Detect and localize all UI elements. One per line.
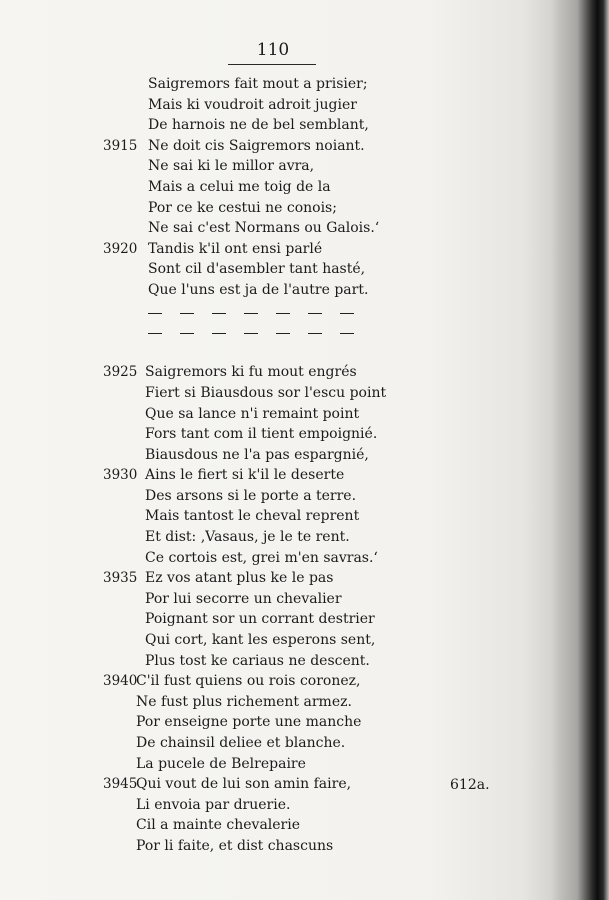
verse-line	[0, 156, 560, 177]
verse-text: Ains le fiert si k'il le deserte	[145, 467, 345, 484]
page-number: 110	[256, 40, 290, 60]
dash-mark	[244, 313, 258, 314]
line-number: 3920	[103, 240, 138, 257]
verse-line	[0, 733, 560, 754]
margin-note: 612a.	[450, 777, 490, 793]
verse-text: Ne doit cis Saigremors noiant.	[148, 137, 365, 154]
dash-mark	[308, 333, 322, 334]
dash-mark	[148, 313, 162, 314]
verse-text: Qui vout de lui son amin faire,	[136, 776, 352, 793]
verse-text: C'il fust quiens ou rois coronez,	[136, 673, 361, 690]
verse-text: Des arsons si le porte a terre.	[145, 487, 357, 504]
verse-line	[0, 609, 560, 630]
verse-line	[0, 548, 560, 569]
verse-line	[0, 362, 560, 383]
dash-mark	[180, 313, 194, 314]
verse-text: Cil a mainte chevalerie	[136, 817, 301, 834]
verse-text: Ne sai ki le millor avra,	[148, 158, 315, 175]
verse-line	[0, 198, 560, 219]
verse-text: Fiert si Biausdous sor l'escu point	[145, 384, 387, 401]
verse-text: Ne fust plus richement armez.	[136, 693, 352, 710]
dash-mark	[148, 333, 162, 334]
verse-text: Sont cil d'asembler tant hasté,	[148, 261, 366, 278]
dash-mark	[308, 313, 322, 314]
verse-text: Por ce ke cestui ne conois;	[148, 199, 337, 216]
page-number-rule	[228, 64, 316, 65]
verse-line	[0, 239, 560, 260]
dash-mark	[212, 333, 226, 334]
verse-line	[0, 404, 560, 425]
verse-text: Ne sai c'est Normans ou Galois.‘	[148, 220, 380, 237]
verse-text: Tandis k'il ont ensi parlé	[148, 240, 323, 257]
verse-line	[0, 795, 560, 816]
verse-line	[0, 527, 560, 548]
verse-text: Que l'uns est ja de l'autre part.	[148, 281, 369, 298]
line-number: 3935	[103, 570, 138, 587]
verse-line	[0, 754, 560, 775]
dash-mark	[276, 333, 290, 334]
verse-line	[0, 445, 560, 466]
verse-line	[0, 383, 560, 404]
verse-text: Mais ki voudroit adroit jugier	[148, 96, 357, 113]
verse-line	[0, 692, 560, 713]
verse-line	[0, 95, 560, 116]
dash-mark	[180, 333, 194, 334]
verse-line	[0, 506, 560, 527]
verse-text: De chainsil deliee et blanche.	[136, 735, 346, 751]
verse-line	[0, 568, 560, 589]
lacuna-dashes	[0, 301, 560, 322]
verse-text: Et dist: ‚Vasaus, je le te rent.	[145, 529, 350, 546]
dash-mark	[212, 313, 226, 314]
verse-block	[0, 74, 560, 857]
verse-text: Saigremors ki fu mout engrés	[145, 364, 357, 381]
line-number: 3930	[103, 467, 138, 484]
dash-mark	[340, 333, 354, 334]
verse-line	[0, 136, 560, 157]
verse-text: La pucele de Belrepaire	[136, 755, 306, 772]
verse-line	[0, 589, 560, 610]
verse-text: Fors tant com il tient empoignié.	[145, 426, 378, 443]
verse-line	[0, 74, 560, 95]
verse-line	[0, 424, 560, 445]
line-number: 3940	[103, 673, 138, 690]
verse-line	[0, 218, 560, 239]
verse-text: Ez vos atant plus ke le pas	[145, 570, 334, 587]
verse-line	[0, 177, 560, 198]
verse-line	[0, 630, 560, 651]
dash-mark	[276, 313, 290, 314]
verse-line	[0, 671, 560, 692]
dash-mark	[340, 313, 354, 314]
verse-text: Mais tantost le cheval reprent	[145, 508, 360, 525]
verse-text: Saigremors fait mout a prisier;	[148, 76, 368, 92]
verse-text: Plus tost ke cariaus ne descent.	[145, 652, 370, 669]
verse-line	[0, 712, 560, 733]
line-number: 3915	[103, 137, 138, 154]
verse-line	[0, 115, 560, 136]
dash-mark	[244, 333, 258, 334]
stanza-gap	[0, 342, 560, 363]
verse-text: Por lui secorre un chevalier	[145, 590, 342, 607]
verse-line	[0, 465, 560, 486]
verse-text: Poignant sor un corrant destrier	[145, 611, 375, 628]
lacuna-dashes	[0, 321, 560, 342]
verse-line	[0, 815, 560, 836]
verse-text: Biausdous ne l'a pas espargnié,	[145, 446, 369, 463]
verse-line	[0, 259, 560, 280]
verse-text: Por enseigne porte une manche	[136, 714, 362, 731]
verse-line	[0, 651, 560, 672]
verse-text: Li envoia par druerie.	[136, 796, 291, 813]
verse-text: Qui cort, kant les esperons sent,	[145, 632, 376, 649]
verse-line	[0, 836, 560, 857]
verse-text: Por li faite, et dist chascuns	[136, 837, 334, 854]
line-number: 3945	[103, 776, 138, 793]
line-number: 3925	[103, 364, 138, 381]
verse-line	[0, 486, 560, 507]
verse-text: Mais a celui me toig de la	[148, 178, 331, 195]
verse-text: Que sa lance n'i remaint point	[145, 405, 360, 422]
verse-text: Ce cortois est, grei m'en savras.‘	[145, 549, 378, 566]
verse-line	[0, 280, 560, 301]
verse-text: De harnois ne de bel semblant,	[148, 117, 369, 134]
